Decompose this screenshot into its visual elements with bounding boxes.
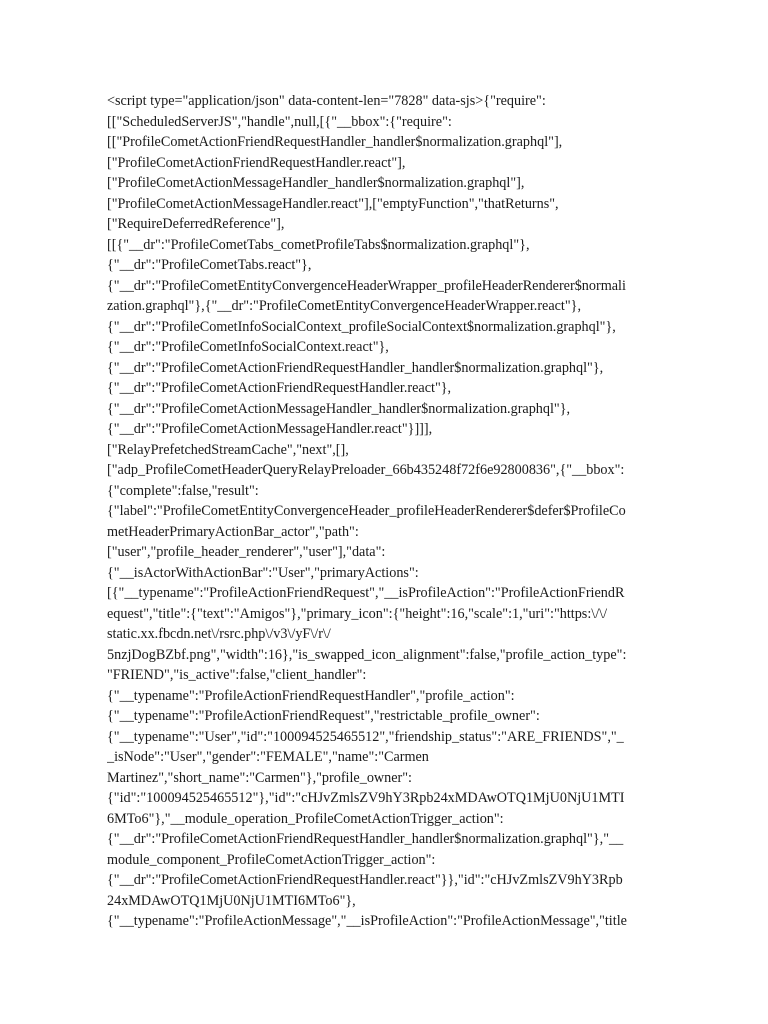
text-line: "FRIEND","is_active":false,"client_handler": xyxy=(107,667,367,683)
text-line: static.xx.fbcdn.net\/rsrc.php\/v3\/yF\/r\/ xyxy=(107,626,331,642)
text-line: {"__dr":"ProfileCometActionMessageHandler_handler$normalization.graphql"}, xyxy=(107,400,571,417)
text-line: metHeaderPrimaryActionBar_actor","path": xyxy=(107,523,359,540)
source-code-text xyxy=(107,91,663,932)
text-line: {"__dr":"ProfileCometEntityConvergenceHeaderWrapper_profileHeaderRenderer$normali xyxy=(107,277,626,294)
text-line: [["ScheduledServerJS","handle",null,[{"__bbox":{"require": xyxy=(107,113,452,130)
text-line: {"__dr":"ProfileCometActionFriendRequestHandler.react"}, xyxy=(107,380,452,396)
text-line: ["RequireDeferredReference"], xyxy=(107,216,285,232)
text-line: [{"__typename":"ProfileActionFriendRequest","__isProfileAction":"ProfileActionFriendR xyxy=(107,585,625,601)
text-line: {"__typename":"User","id":"100094525465512","friendship_status":"ARE_FRIENDS","_ xyxy=(107,728,624,745)
text-line: {"__dr":"ProfileCometActionFriendRequestHandler_handler$normalization.graphql"},"__ xyxy=(107,831,624,847)
text-line: equest","title":{"text":"Amigos"},"primary_icon":{"height":16,"scale":1,"uri":"https:\/\/ xyxy=(107,605,608,622)
text-line: 24xMDAwOTQ1MjU0NjU1MTI6MTo6"}, xyxy=(107,892,356,909)
text-line: {"complete":false,"result": xyxy=(107,482,259,499)
text-line: ["adp_ProfileCometHeaderQueryRelayPreloader_66b435248f72f6e92800836",{"__bbox": xyxy=(107,462,625,478)
text-line: {"__typename":"ProfileActionMessage","__isProfileAction":"ProfileActionMessage","title xyxy=(107,913,627,929)
text-line: ["ProfileCometActionMessageHandler_handler$normalization.graphql"], xyxy=(107,175,525,191)
text-line: {"__typename":"ProfileActionFriendRequestHandler","profile_action": xyxy=(107,687,515,704)
text-line: {"__dr":"ProfileCometTabs.react"}, xyxy=(107,257,312,273)
text-line: ["RelayPrefetchedStreamCache","next",[], xyxy=(107,441,349,458)
text-line: Martinez","short_name":"Carmen"},"profile_owner": xyxy=(107,769,413,786)
text-line: {"__dr":"ProfileCometActionFriendRequestHandler_handler$normalization.graphql"}, xyxy=(107,359,604,376)
text-line: <script type="application/json" data-content-len="7828" data-sjs>{"require": xyxy=(107,93,546,109)
text-line: {"__dr":"ProfileCometActionFriendRequestHandler.react"}},"id":"cHJvZmlsZV9hY3Rpb xyxy=(107,872,623,888)
text-line: {"__isActorWithActionBar":"User","primaryActions": xyxy=(107,564,419,581)
text-line: ["ProfileCometActionFriendRequestHandler.react"], xyxy=(107,154,406,171)
text-line: ["ProfileCometActionMessageHandler.react"],["emptyFunction","thatReturns", xyxy=(107,195,559,212)
text-line: {"__dr":"ProfileCometInfoSocialContext.react"}, xyxy=(107,339,389,355)
text-line: {"label":"ProfileCometEntityConvergenceHeader_profileHeaderRenderer$defer$ProfileCo xyxy=(107,503,626,519)
text-line: 6MTo6"},"__module_operation_ProfileCometActionTrigger_action": xyxy=(107,810,504,827)
text-line: _isNode":"User","gender":"FEMALE","name":"Carmen xyxy=(107,749,429,765)
text-line: ["user","profile_header_renderer","user"],"data": xyxy=(107,544,386,560)
text-line: module_component_ProfileCometActionTrigger_action": xyxy=(107,851,436,868)
text-line: {"__dr":"ProfileCometActionMessageHandler.react"}]]], xyxy=(107,421,433,437)
text-line: {"__dr":"ProfileCometInfoSocialContext_profileSocialContext$normalization.graphql"}, xyxy=(107,318,616,335)
text-line: zation.graphql"},{"__dr":"ProfileCometEntityConvergenceHeaderWrapper.react"}, xyxy=(107,298,582,314)
text-line: [[{"__dr":"ProfileCometTabs_cometProfileTabs$normalization.graphql"}, xyxy=(107,236,530,253)
text-line: {"__typename":"ProfileActionFriendRequest","restrictable_profile_owner": xyxy=(107,708,540,724)
text-line: [["ProfileCometActionFriendRequestHandler_handler$normalization.graphql"], xyxy=(107,134,563,150)
text-line: {"id":"100094525465512"},"id":"cHJvZmlsZV9hY3Rpb24xMDAwOTQ1MjU0NjU1MTI xyxy=(107,790,625,806)
text-line: 5nzjDogBZbf.png","width":16},"is_swapped_icon_alignment":false,"profile_action_type": xyxy=(107,646,627,663)
